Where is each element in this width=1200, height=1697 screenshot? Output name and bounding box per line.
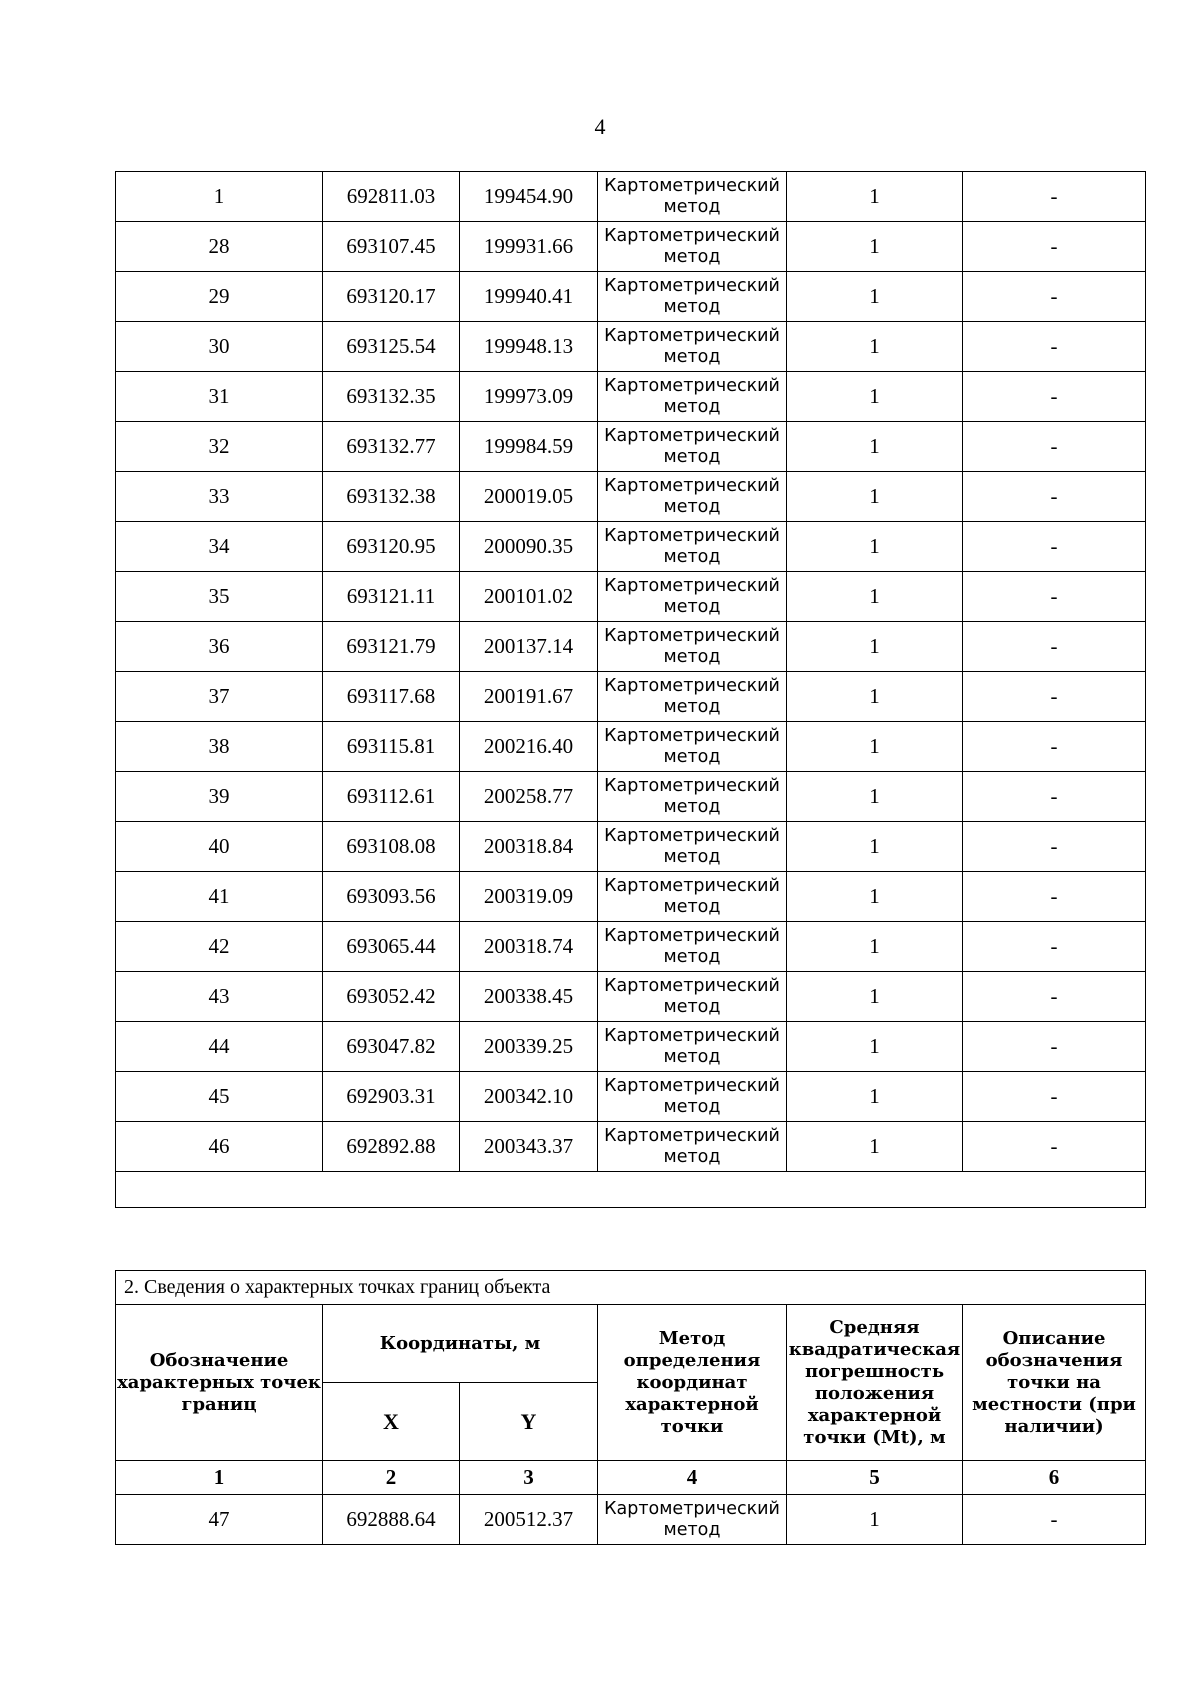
cell-point: 47 [116, 1495, 323, 1545]
cell-point: 45 [116, 1072, 323, 1122]
cell-x: 693117.68 [323, 672, 460, 722]
column-number: 1 [116, 1461, 323, 1495]
cell-x: 692888.64 [323, 1495, 460, 1545]
cell-accuracy: 1 [787, 372, 963, 422]
cell-x: 693125.54 [323, 322, 460, 372]
cell-method [598, 1495, 787, 1545]
table-row [116, 322, 1146, 372]
method-line: метод [663, 996, 721, 1017]
table-row [116, 572, 1146, 622]
cell-accuracy: 1 [787, 672, 963, 722]
cell-y: 199454.90 [460, 172, 598, 222]
cell-x: 693112.61 [323, 772, 460, 822]
cell-y: 199973.09 [460, 372, 598, 422]
header-point-designation: Обозначение характерных точек границ [116, 1305, 323, 1461]
cell-method [598, 772, 787, 822]
cell-method [598, 222, 787, 272]
cell-y: 199984.59 [460, 422, 598, 472]
cell-point: 1 [116, 172, 323, 222]
method-line: метод [663, 746, 721, 767]
cell-x: 693121.11 [323, 572, 460, 622]
column-number: 3 [460, 1461, 598, 1495]
table-row [116, 172, 1146, 222]
column-number: 5 [787, 1461, 963, 1495]
cell-accuracy: 1 [787, 572, 963, 622]
cell-method [598, 172, 787, 222]
cell-description: - [963, 372, 1146, 422]
cell-accuracy: 1 [787, 972, 963, 1022]
header-x: X [323, 1383, 460, 1461]
cell-method [598, 722, 787, 772]
cell-x: 693107.45 [323, 222, 460, 272]
cell-accuracy: 1 [787, 1122, 963, 1172]
table-row [116, 222, 1146, 272]
cell-x: 693052.42 [323, 972, 460, 1022]
cell-y: 200342.10 [460, 1072, 598, 1122]
cell-method [598, 322, 787, 372]
cell-accuracy: 1 [787, 172, 963, 222]
method-line: Картометрический [604, 575, 780, 596]
column-number: 2 [323, 1461, 460, 1495]
method-line: метод [663, 1046, 721, 1067]
cell-y: 200318.84 [460, 822, 598, 872]
cell-y: 200343.37 [460, 1122, 598, 1172]
cell-point: 34 [116, 522, 323, 572]
method-line: метод [663, 496, 721, 517]
cell-method [598, 572, 787, 622]
method-line: метод [663, 896, 721, 917]
cell-accuracy: 1 [787, 422, 963, 472]
header-y: Y [460, 1383, 598, 1461]
table-row [116, 1022, 1146, 1072]
cell-x: 693132.35 [323, 372, 460, 422]
cell-description: - [963, 1022, 1146, 1072]
column-number: 6 [963, 1461, 1146, 1495]
cell-description: - [963, 422, 1146, 472]
cell-y: 200258.77 [460, 772, 598, 822]
cell-point: 36 [116, 622, 323, 672]
table-row [116, 672, 1146, 722]
page-number: 4 [594, 114, 606, 139]
method-line: метод [663, 296, 721, 317]
cell-accuracy: 1 [787, 922, 963, 972]
table-row [116, 1495, 1146, 1545]
header-method: Метод определения координат характерной точки [598, 1305, 787, 1461]
cell-y: 199948.13 [460, 322, 598, 372]
method-line: Картометрический [604, 925, 780, 946]
cell-method [598, 672, 787, 722]
cell-y: 200101.02 [460, 572, 598, 622]
cell-method [598, 372, 787, 422]
method-line: Картометрический [604, 225, 780, 246]
table-row [116, 472, 1146, 522]
cell-x: 693065.44 [323, 922, 460, 972]
method-line: Картометрический [604, 1075, 780, 1096]
cell-description: - [963, 472, 1146, 522]
cell-description: - [963, 972, 1146, 1022]
method-line: Картометрический [604, 475, 780, 496]
header-description: Описание обозначения точки на местности (при наличии) [963, 1305, 1146, 1461]
cell-y: 200191.67 [460, 672, 598, 722]
cell-point: 42 [116, 922, 323, 972]
cell-y: 199940.41 [460, 272, 598, 322]
table-row [116, 922, 1146, 972]
cell-description: - [963, 922, 1146, 972]
empty-cell [116, 1172, 1146, 1208]
method-line: Картометрический [604, 675, 780, 696]
cell-method [598, 272, 787, 322]
cell-method [598, 922, 787, 972]
table-row [116, 972, 1146, 1022]
cell-point: 33 [116, 472, 323, 522]
method-line: Картометрический [604, 1025, 780, 1046]
method-line: метод [663, 796, 721, 817]
cell-method [598, 422, 787, 472]
method-line: метод [663, 446, 721, 467]
cell-accuracy: 1 [787, 622, 963, 672]
table-row [116, 1122, 1146, 1172]
method-line: Картометрический [604, 275, 780, 296]
cell-y: 200137.14 [460, 622, 598, 672]
method-line: метод [663, 946, 721, 967]
cell-accuracy: 1 [787, 1022, 963, 1072]
cell-x: 693108.08 [323, 822, 460, 872]
cell-description: - [963, 222, 1146, 272]
cell-point: 46 [116, 1122, 323, 1172]
method-line: метод [663, 696, 721, 717]
cell-y: 200216.40 [460, 722, 598, 772]
table-row [116, 722, 1146, 772]
table-row [116, 272, 1146, 322]
cell-method [598, 872, 787, 922]
cell-method [598, 1022, 787, 1072]
method-line: метод [663, 346, 721, 367]
method-line: Картометрический [604, 975, 780, 996]
cell-x: 693120.17 [323, 272, 460, 322]
cell-description: - [963, 522, 1146, 572]
cell-x: 693132.38 [323, 472, 460, 522]
header-accuracy: Средняя квадратическая погрешность положения характерной точки (Mt), м [787, 1305, 963, 1461]
cell-method [598, 522, 787, 572]
cell-accuracy: 1 [787, 772, 963, 822]
cell-accuracy: 1 [787, 222, 963, 272]
cell-method [598, 472, 787, 522]
cell-point: 37 [116, 672, 323, 722]
header-coordinates: Координаты, м [323, 1305, 598, 1383]
cell-point: 32 [116, 422, 323, 472]
cell-method [598, 1072, 787, 1122]
cell-point: 35 [116, 572, 323, 622]
cell-point: 28 [116, 222, 323, 272]
cell-point: 31 [116, 372, 323, 422]
cell-description: - [963, 722, 1146, 772]
cell-method [598, 972, 787, 1022]
cell-point: 43 [116, 972, 323, 1022]
cell-method [598, 822, 787, 872]
cell-description: - [963, 572, 1146, 622]
cell-point: 41 [116, 872, 323, 922]
cell-point: 29 [116, 272, 323, 322]
cell-method [598, 1122, 787, 1172]
method-line: Картометрический [604, 425, 780, 446]
method-line: метод [663, 196, 721, 217]
cell-point: 40 [116, 822, 323, 872]
method-line: метод [663, 1146, 721, 1167]
cell-x: 693115.81 [323, 722, 460, 772]
cell-description: - [963, 622, 1146, 672]
cell-accuracy: 1 [787, 272, 963, 322]
cell-description: - [963, 672, 1146, 722]
table-row [116, 822, 1146, 872]
cell-accuracy: 1 [787, 722, 963, 772]
cell-description: - [963, 322, 1146, 372]
cell-accuracy: 1 [787, 1072, 963, 1122]
method-line: Картометрический [604, 775, 780, 796]
method-line: Картометрический [604, 825, 780, 846]
column-number: 4 [598, 1461, 787, 1495]
table-row [116, 622, 1146, 672]
cell-x: 693093.56 [323, 872, 460, 922]
method-line: метод [663, 396, 721, 417]
table-row [116, 372, 1146, 422]
coordinates-table-continued [115, 171, 1146, 1208]
method-line: Картометрический [604, 525, 780, 546]
cell-y: 200318.74 [460, 922, 598, 972]
cell-y: 200338.45 [460, 972, 598, 1022]
table-empty-row [116, 1172, 1146, 1208]
column-numbers-row [116, 1461, 1146, 1495]
cell-y: 199931.66 [460, 222, 598, 272]
cell-description: - [963, 1122, 1146, 1172]
cell-accuracy: 1 [787, 872, 963, 922]
table-row [116, 422, 1146, 472]
cell-y: 200319.09 [460, 872, 598, 922]
section-title: 2. Сведения о характерных точках границ объекта [116, 1271, 1146, 1305]
cell-x: 693047.82 [323, 1022, 460, 1072]
cell-accuracy: 1 [787, 322, 963, 372]
cell-point: 39 [116, 772, 323, 822]
method-line: метод [663, 646, 721, 667]
cell-method [598, 622, 787, 672]
table-row [116, 522, 1146, 572]
cell-description: - [963, 272, 1146, 322]
cell-point: 30 [116, 322, 323, 372]
table-row [116, 772, 1146, 822]
cell-x: 693120.95 [323, 522, 460, 572]
method-line: Картометрический [604, 375, 780, 396]
method-line: метод [663, 596, 721, 617]
cell-description: - [963, 772, 1146, 822]
cell-y: 200019.05 [460, 472, 598, 522]
cell-description: - [963, 1072, 1146, 1122]
method-line: Картометрический [604, 725, 780, 746]
method-line: метод [663, 846, 721, 867]
method-line: метод [663, 1096, 721, 1117]
cell-description: - [963, 872, 1146, 922]
table-row [116, 1072, 1146, 1122]
cell-x: 693121.79 [323, 622, 460, 672]
cell-x: 693132.77 [323, 422, 460, 472]
cell-point: 44 [116, 1022, 323, 1072]
method-line: Картометрический [604, 1498, 780, 1519]
cell-description: - [963, 172, 1146, 222]
cell-accuracy: 1 [787, 1495, 963, 1545]
cell-accuracy: 1 [787, 522, 963, 572]
table-row [116, 872, 1146, 922]
cell-y: 200339.25 [460, 1022, 598, 1072]
method-line: Картометрический [604, 175, 780, 196]
cell-y: 200090.35 [460, 522, 598, 572]
cell-x: 692903.31 [323, 1072, 460, 1122]
cell-description: - [963, 1495, 1146, 1545]
cell-x: 692811.03 [323, 172, 460, 222]
method-line: Картометрический [604, 325, 780, 346]
cell-description: - [963, 822, 1146, 872]
method-line: Картометрический [604, 875, 780, 896]
cell-y: 200512.37 [460, 1495, 598, 1545]
method-line: Картометрический [604, 625, 780, 646]
cell-point: 38 [116, 722, 323, 772]
cell-accuracy: 1 [787, 472, 963, 522]
method-line: метод [663, 546, 721, 567]
cell-x: 692892.88 [323, 1122, 460, 1172]
method-line: Картометрический [604, 1125, 780, 1146]
boundary-points-table [115, 1270, 1146, 1545]
method-line: метод [663, 246, 721, 267]
method-line: метод [663, 1519, 721, 1540]
cell-accuracy: 1 [787, 822, 963, 872]
